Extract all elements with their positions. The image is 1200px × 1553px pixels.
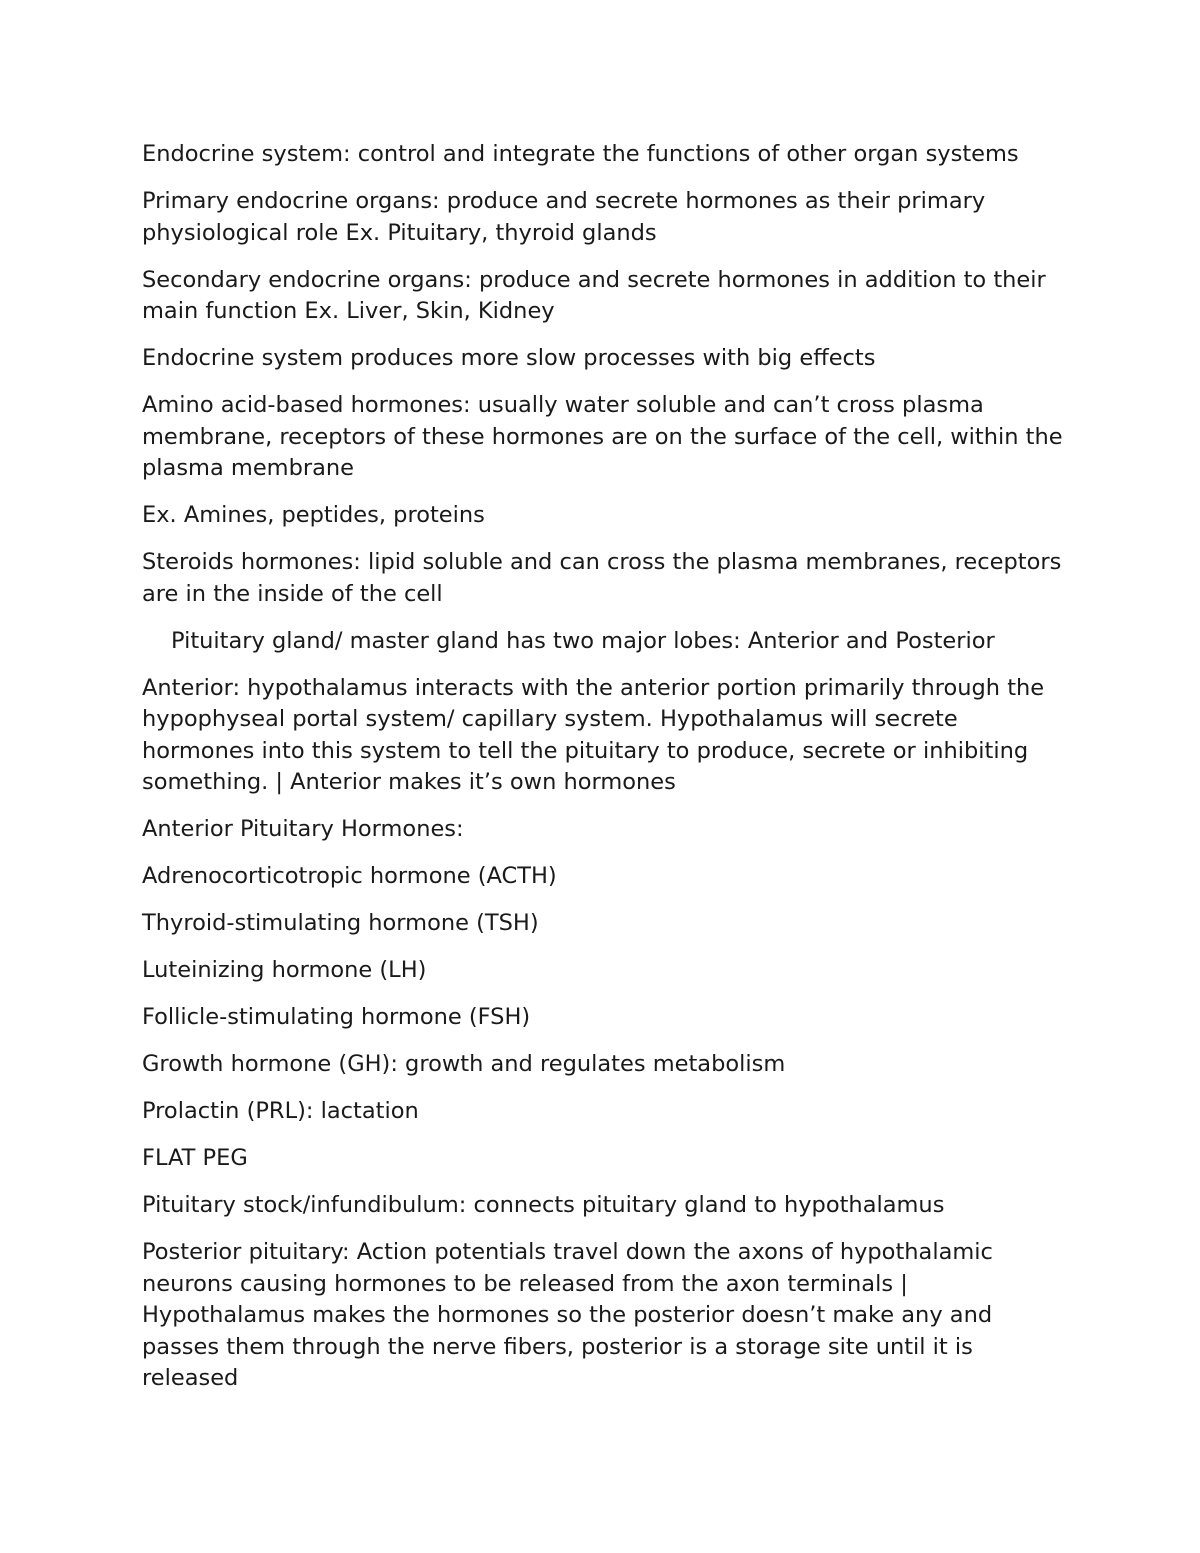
paragraph-anterior-hormones-heading: Anterior Pituitary Hormones: xyxy=(142,816,464,842)
paragraph-prl: Prolactin (PRL): lactation xyxy=(142,1098,419,1124)
paragraph-posterior-pituitary: Posterior pituitary: Action potentials travel down the axons of hypothalamic neurons causing hormones to be released from the axon terminals | Hypothalamus makes the hormones so the posterior doesn’t make any and passes them through the nerve fibers, posterior is a storage site until it is released xyxy=(142,1239,993,1391)
paragraph-amino-examples: Ex. Amines, peptides, proteins xyxy=(142,502,485,528)
paragraph-gh: Growth hormone (GH): growth and regulates metabolism xyxy=(142,1051,786,1077)
paragraph-lh: Luteinizing hormone (LH) xyxy=(142,957,427,983)
paragraph-primary-organs: Primary endocrine organs: produce and secrete hormones as their primary physiological role Ex. Pituitary, thyroid glands xyxy=(142,188,986,246)
paragraph-tsh: Thyroid-stimulating hormone (TSH) xyxy=(142,910,539,936)
paragraph-slow-processes: Endocrine system produces more slow processes with big effects xyxy=(142,345,876,371)
paragraph-endocrine-system: Endocrine system: control and integrate the functions of other organ systems xyxy=(142,141,1019,167)
paragraph-secondary-organs: Secondary endocrine organs: produce and secrete hormones in addition to their main function Ex. Liver, Skin, Kidney xyxy=(142,266,1046,324)
paragraph-amino-acid-hormones: Amino acid-based hormones: usually water soluble and can’t cross plasma membrane, receptors of these hormones are on the surface of the cell, within the plasma membrane xyxy=(142,392,1063,481)
paragraph-infundibulum: Pituitary stock/infundibulum: connects pituitary gland to hypothalamus xyxy=(142,1192,945,1218)
paragraph-pituitary-lobes: Pituitary gland/ master gland has two major lobes: Anterior and Posterior xyxy=(171,627,995,654)
document-body xyxy=(142,139,1072,1410)
paragraph-flat-peg: FLAT PEG xyxy=(142,1145,248,1171)
paragraph-steroid-hormones: Steroids hormones: lipid soluble and can cross the plasma membranes, receptors are in the inside of the cell xyxy=(142,549,1062,607)
paragraph-acth: Adrenocorticotropic hormone (ACTH) xyxy=(142,863,557,889)
paragraph-fsh: Follicle-stimulating hormone (FSH) xyxy=(142,1004,531,1030)
paragraph-anterior: Anterior: hypothalamus interacts with the anterior portion primarily through the hypophyseal portal system/ capillary system. Hypothalamus will secrete hormones into this system to tell the pituitary to produce, secrete or inhibiting something. | Anterior makes it’s own hormones xyxy=(142,674,1045,795)
